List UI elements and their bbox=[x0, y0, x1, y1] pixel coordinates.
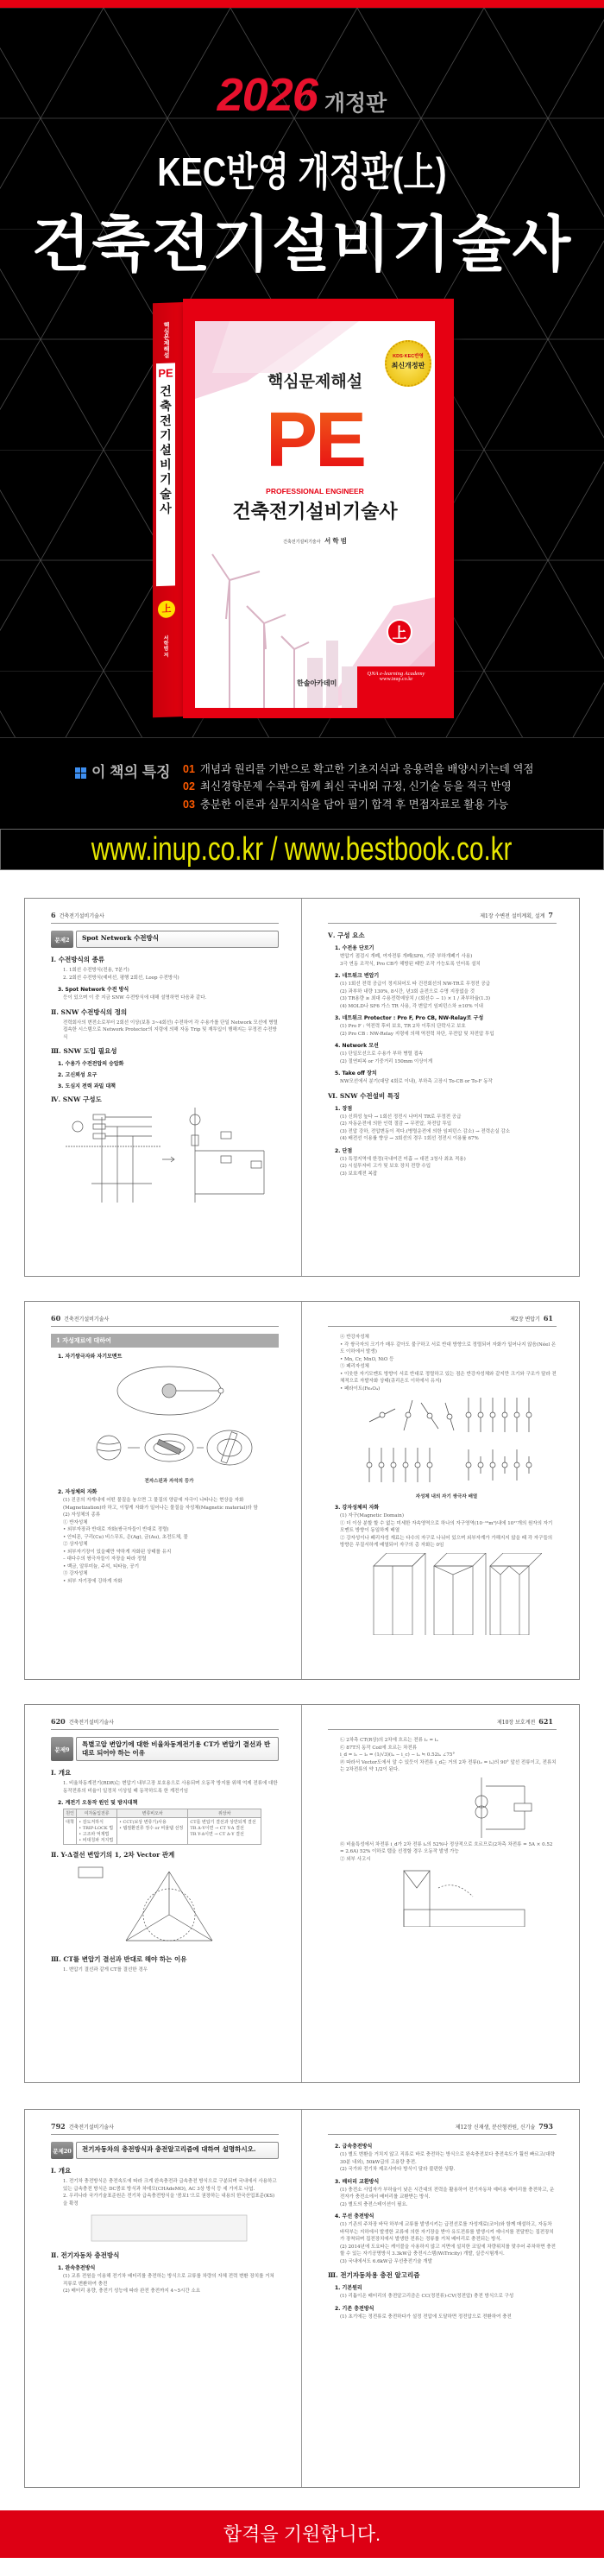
feature-item bbox=[183, 778, 512, 793]
vector-diagram bbox=[74, 1863, 264, 1949]
running-title: 건축전기설비기술사 bbox=[64, 1316, 110, 1323]
body-text: ㉤ 비율특성에서 차전류 i_d가 2차 전류 i₂의 52%나 정상적으로 흐르므로(2차측 차전류 = 5A × 0.52 = 2.6A) 52% 이하로 탭을 선정할 경우 오동작 발생 가능 bbox=[340, 1841, 553, 1854]
header-rule bbox=[51, 1326, 279, 1327]
header-rule bbox=[51, 1729, 279, 1730]
header-rule bbox=[328, 1326, 557, 1327]
grid-icon bbox=[75, 767, 86, 779]
body-text: 2. 우리나라 국가기술표준원은 전기차 급속충전방식을 '콤보1'으로 권장하는 내용의 한국산업표준(KS)을 확정 bbox=[63, 2194, 275, 2207]
subsection-heading: 2. 자성체의 자화 bbox=[58, 1489, 98, 1495]
body-text: ② 강자성이나 페리자성 재료는 다수의 자구로 나뉘어 있으며 외부자계가 가해지지 않을 때 각 자구들의 방향은 무질서하게 배열되어 자구의 총 자화는 0임 bbox=[340, 1535, 553, 1548]
body-text: (2) 별도의 충전스테이션이 필요. bbox=[340, 2201, 408, 2207]
spine-logo: PE bbox=[158, 366, 173, 381]
running-title: 건축전기설비기술사 bbox=[68, 1720, 114, 1726]
top-red-bar bbox=[0, 0, 604, 8]
problem-title: 특별고압 변압기에 대한 비율차동계전기용 CT가 변압기 결선과 반대로 되어야 하는 이유 bbox=[76, 1737, 279, 1761]
seal-bottom-text: 최신개정판 bbox=[391, 362, 425, 369]
body-text: 1. 변압기 결선과 같게 CT를 결선한 경우 bbox=[63, 1967, 148, 1973]
running-title: 제1장 수변전 설비계획, 설계 bbox=[480, 913, 545, 919]
page-spread bbox=[24, 898, 580, 1277]
section-heading: Ⅱ. SNW 수전방식의 정의 bbox=[51, 1007, 128, 1016]
spine-author: 서학범 저 bbox=[162, 635, 167, 658]
subsection-heading: 2. 계전기 오동작 원인 및 방지대책 bbox=[58, 1800, 138, 1806]
header-rule bbox=[328, 923, 557, 924]
seal-top-text: KDS·KEC반영 bbox=[393, 354, 424, 359]
cover-panel bbox=[195, 321, 435, 708]
header-rule bbox=[51, 923, 279, 924]
page-spread bbox=[24, 2109, 580, 2488]
running-title: 건축전기설비기술사 bbox=[68, 2125, 114, 2131]
book-page-right bbox=[302, 1705, 579, 2082]
running-title: 제12장 신재생, 분산형전원, 신기술 bbox=[455, 2125, 536, 2131]
subsection-heading: 3. Spot Network 수전 방식 bbox=[58, 987, 129, 993]
cover-logo-subtitle: PROFESSIONAL ENGINEER bbox=[266, 487, 364, 496]
cover-publisher: 한솔아카데미 bbox=[297, 679, 337, 687]
coil-diagram bbox=[352, 1777, 542, 1838]
body-text: – 대다수의 쌍극자들이 자장을 따라 정렬 bbox=[63, 1556, 147, 1562]
page-number: 793 bbox=[538, 2122, 553, 2131]
book-page-left bbox=[25, 1302, 302, 1679]
table-header-row bbox=[64, 1809, 261, 1818]
feature-text: 개념과 원리를 기반으로 확고한 기초지식과 응용력을 배양시키는데 역점 bbox=[199, 763, 534, 775]
body-text: (1) 리튬이온 배터리의 충전알고리즘은 CC(정전류)-CV(정전압) 충전 방식으로 구성 bbox=[340, 2294, 514, 2299]
body-text: (2) 시설투자비 고가 및 보호 장치 전량 수입 bbox=[340, 1164, 431, 1169]
hero-title: 건축전기설비기술사 bbox=[31, 211, 573, 278]
figure-atom bbox=[60, 1363, 279, 1484]
section-heading: Ⅲ. 전기자동차용 충전 알고리즘 bbox=[328, 2271, 420, 2279]
page-number: 61 bbox=[543, 1314, 553, 1323]
figure-fault bbox=[337, 1866, 557, 1927]
section-heading: Ⅰ. 개요 bbox=[51, 2167, 72, 2175]
body-text: (3) 보호계전 복잡 bbox=[340, 1171, 378, 1177]
page-number: 60 bbox=[51, 1314, 61, 1323]
body-text: 1. 전기차 충전방식은 충전속도에 따라 크게 완속충전과 급속충전 방식으로 구분되며 국내에서 사용하고 있는 급속충전 방식은 DC콤보 방식과 차데모(CHAdeMO), AC 3상 방식 등 세 가지로 나뉨. bbox=[63, 2179, 277, 2192]
dipoles-diagram bbox=[352, 1396, 542, 1491]
problem-header bbox=[51, 931, 279, 948]
edition-heading bbox=[0, 68, 604, 122]
table-header-cell: 여자돌입전류 bbox=[77, 1809, 117, 1818]
body-text: 1. 비율차동계전기(RDR)는 변압기 내부고장 보호용으로 사용되며 오동작 방지를 위해 억제 전류에 대한 동작전류의 비율이 일정치 이상일 때 동작하도록 한 계전기임 bbox=[63, 1781, 278, 1794]
problem-header bbox=[51, 1737, 279, 1761]
feature-number: 01 bbox=[183, 763, 195, 775]
countermeasure-table bbox=[63, 1809, 261, 1845]
figure-caption: 자성체 내의 자기 쌍극자 배열 bbox=[415, 1494, 478, 1500]
subsection-heading: 4. Network 모선 bbox=[335, 1043, 379, 1049]
cover-logo: PE bbox=[195, 395, 435, 485]
body-text: ③ 강자성체 bbox=[63, 1571, 88, 1576]
body-text: ④ 반강자성체 bbox=[340, 1335, 369, 1340]
figure-dipoles bbox=[337, 1396, 557, 1500]
body-text: (4) MOLD나 SF6 가스 TR 사용, 각 변압기 임피던스차 ±10% 이내 bbox=[340, 1003, 483, 1009]
body-text: (2) 2014년에 도요타는 케이블을 사용하지 않고 지면에 설치한 코일에 차량위치를 맞추어 주차하면 충전할 수 있는 자기공명방식 3.3kW급 충전시스템(WiTricity) 개발, 실증시험개시. bbox=[340, 2244, 556, 2257]
body-text: (2) 과부하 내량 130%, 8시간, 년3회 운전으로 수명 지장없을 것 bbox=[340, 988, 475, 994]
subsection-heading: 2. 기존 충전방식 bbox=[335, 2305, 374, 2312]
problem-number: 문제2 bbox=[51, 931, 73, 948]
table-header-cell: 원인 bbox=[64, 1809, 77, 1818]
table-cell: 대책 bbox=[64, 1818, 77, 1845]
body-text: (1) 교류 전원을 이용해 전기차 배터리를 충전하는 방식으로 교류를 차량의 자체 전력 변환 장치를 거쳐 직류로 변환하여 충전 bbox=[63, 2274, 274, 2287]
book-page-left bbox=[25, 1705, 302, 2082]
body-text: (1) 진공의 자계내에 어떤 물질을 놓으면 그 물질의 양끝에 자극이 나타나는 현상을 자화(Magnetization)라 하고, 이렇게 자화가 일어나는 물질을 자성체(Magnetic material)라 함 bbox=[63, 1498, 258, 1511]
body-text: (3) 국내에서도 6.6kW급 무선충전기술 개발 bbox=[340, 2258, 432, 2264]
snw-diagram bbox=[66, 1108, 273, 1203]
book-page-right bbox=[302, 2110, 579, 2487]
fault-diagram bbox=[352, 1866, 542, 1927]
body-text: (4) 배전선 이용률 향상 → 3회선의 경우 1회선 정전시 이용률 67% bbox=[340, 1136, 479, 1141]
atom-diagram bbox=[74, 1363, 264, 1475]
subsection-heading: 3. 배터리 교환방식 bbox=[335, 2178, 380, 2185]
body-text: (2) 국가와 전기차 제조사마다 방식이 달라 불편한 상황. bbox=[340, 2167, 456, 2172]
page-number: 621 bbox=[538, 1717, 553, 1726]
running-title: 건축전기설비기술사 bbox=[59, 913, 104, 919]
body-text: (3) 전압 강하, 전압변동이 적다.(병렬운전에 의한 임피던스 감소) → 전력손실 감소 bbox=[340, 1128, 511, 1134]
subsection-heading: 2. 고신뢰성 요구 bbox=[58, 1072, 98, 1078]
body-text: • 각 쌍극자의 크기가 매우 같아도 불구하고 서로 반대 방향으로 정렬되어 자화가 일어나지 않음(Néel 온도 이하에서 발생) bbox=[340, 1342, 557, 1354]
running-header bbox=[328, 2122, 557, 2134]
body-text: 전력회사의 변전소로부터 2회선 이상(보통 3~4회선) 수전하여 각 수용가를 단일 Network 모선에 병렬접속한 시스템으로 Network Protector의 지령에 의해 자동 Trip 및 재투입이 행해지는 무정전 수전방식 bbox=[63, 1020, 278, 1040]
domains-diagram bbox=[352, 1553, 542, 1635]
page-number: 792 bbox=[51, 2122, 66, 2131]
website-urls[interactable]: www.inup.co.kr / www.bestbook.co.kr bbox=[91, 831, 513, 868]
cover-volume-badge: 上 bbox=[387, 619, 412, 645]
subsection-heading: 3. 네트워크 Protector : Pro F, Pro CB, NW-Relay로 구성 bbox=[335, 1015, 484, 1021]
body-text: • 안티몬, 구리(Cu) 비스무트, 은(Ag), 금(Au), 초전도체, 물 bbox=[63, 1534, 188, 1540]
body-text: (1) 단일모선으로 수용가 부하 병렬 접속 bbox=[340, 1051, 424, 1057]
body-text: ② 외부 사고시 bbox=[340, 1856, 371, 1862]
book-spine bbox=[153, 302, 184, 717]
cover-academy-url: www.inup.co.kr bbox=[379, 677, 413, 682]
body-text: ㉢ 87T의 동작 Coil에 흐르는 차전류 bbox=[340, 1745, 418, 1751]
figure-caption: 전자스핀과 자석의 등가 bbox=[144, 1479, 194, 1484]
cover-author-line bbox=[195, 536, 435, 546]
feature-number: 02 bbox=[183, 780, 195, 792]
body-text: NW모선에서 분기(대당 4회로 이내), 부하측 고장시 To-CB or To-F 동작 bbox=[340, 1079, 493, 1084]
section-heading: Ⅲ. SNW 도입 필요성 bbox=[51, 1047, 117, 1055]
figure-snw bbox=[60, 1108, 279, 1203]
cover-academy: QNA e-learning Academy bbox=[367, 671, 425, 677]
running-header bbox=[51, 2122, 279, 2134]
book-page-right bbox=[302, 899, 579, 1276]
features-heading bbox=[75, 760, 171, 781]
subsection-heading: 2. 네트워크 변압기 bbox=[335, 973, 380, 979]
page-spread bbox=[24, 1704, 580, 2083]
body-text: • Mn, Cr, MnO, NiO 등 bbox=[340, 1356, 394, 1362]
spine-volume-badge: 上 bbox=[158, 600, 175, 618]
subsection-heading: 1. 완속충전방식 bbox=[58, 2265, 96, 2271]
body-text: 3극 연동 조작식, Pro CB가 해방된 때만 조작 가능토록 인터록 설치 bbox=[340, 961, 481, 967]
body-text: (1) 신뢰성 높다 → 1회선 정전시 나머지 TR로 무정전 공급 bbox=[340, 1114, 462, 1120]
feature-text: 충분한 이론과 실무지식을 담아 필기 합격 후 면접자료로 활용 가능 bbox=[199, 799, 509, 811]
subsection-heading: 2. 급속충전방식 bbox=[335, 2144, 373, 2150]
body-text: ① 더 이상 분할 할 수 없는 미세한 자속영역으로 하나의 자구영역(10⁻¹⁰m³)내에 10¹⁷개의 원자의 자기모멘트 방향이 동일하게 배열 bbox=[340, 1520, 553, 1533]
cover-academy-band bbox=[357, 666, 435, 708]
section-heading: Ⅵ. SNW 수전설비 특징 bbox=[328, 1091, 400, 1100]
figure-vector bbox=[60, 1863, 279, 1949]
page-number: 7 bbox=[548, 911, 553, 919]
body-text: (1) 초기에는 정전류로 충전하다가 설정 전압에 도달하면 정전압으로 전환하여 충전 bbox=[340, 2314, 512, 2320]
subsection-heading: 1. 수전용 단로기 bbox=[335, 945, 374, 951]
subsection-heading: 4. 무선 충전방식 bbox=[335, 2213, 374, 2219]
body-text: • 페라이트(Fe₃O₄) bbox=[340, 1386, 381, 1392]
problem-number: 문제20 bbox=[51, 2142, 73, 2159]
table-header-cell: 변류비오차 bbox=[116, 1809, 187, 1818]
body-text: (1) Pro F : 역전력 후비 보호, TR 2차 이후의 단락사고 보호 bbox=[340, 1024, 466, 1029]
edition-year: 2026 bbox=[217, 69, 318, 121]
spine-series: 핵심문제해설 bbox=[163, 321, 169, 358]
running-header bbox=[328, 1717, 557, 1729]
body-text: (2) 자동운전에 의한 인력 절감 → 무전압, 차전압 투입 bbox=[340, 1121, 452, 1127]
table-cell: CT를 변압기 결선과 상반되게 결선 TR Δ-Y이면 → CT Y-Δ 결선 TR Y-Δ이면 → CT Δ-Y 결선 bbox=[188, 1818, 261, 1845]
body-text: (1) 1회선 전력 공급이 정지되어도 타 건전회선의 NW-TR로 무정전 공급 bbox=[340, 982, 491, 987]
footer-message: 합격을 기원합니다. bbox=[223, 2523, 381, 2545]
body-text: ① 반자성체 bbox=[63, 1519, 88, 1525]
features-title: 이 책의 특징 bbox=[91, 764, 171, 780]
page-number: 6 bbox=[51, 911, 56, 919]
cover-title: 건축전기설비기술사 bbox=[232, 501, 398, 522]
running-header bbox=[328, 911, 557, 923]
body-text: 2. 2회선 수전방식(예비선, 평행 2회선, Loop 수전방식) bbox=[63, 975, 179, 981]
body-text: • 외부 자기장에 강하게 자화 bbox=[63, 1578, 123, 1584]
section-heading: Ⅲ. CT를 변압기 결선과 반대로 해야 하는 이유 bbox=[51, 1955, 187, 1963]
section-bar: 1 자성재료에 대하여 bbox=[51, 1334, 279, 1348]
body-text: (1) 충전소 사업자가 부하율이 낮은 시간대의 전력을 활용하여 전기자동차 예비용 배터리를 충전하고, 운전자가 충전소에서 배터리를 교환받는 방식. bbox=[340, 2187, 555, 2200]
body-text: ㉣ 따라서 Vector도에서 알 수 있듯이 차전류 i_d는 거의 2차 전류(i₂ = iₐ)의 90° 앞선 전류이고, 전류치는 2차전류의 약 1/2이 된다. bbox=[340, 1759, 557, 1772]
section-heading: Ⅱ. Y-Δ결선 변압기의 1, 2차 Vector 관계 bbox=[51, 1851, 175, 1859]
running-header bbox=[51, 911, 279, 923]
feature-item bbox=[183, 761, 533, 776]
subsection-heading: 3. 강자성체의 자화 bbox=[335, 1505, 380, 1511]
running-title: 제2장 변압기 bbox=[510, 1316, 540, 1323]
book-page-left bbox=[25, 899, 302, 1276]
footer-banner bbox=[0, 2510, 604, 2558]
section-heading: Ⅴ. 구성 요소 bbox=[328, 931, 365, 939]
body-text: i_d = i₁ − i₂ = (1/√3)(iₐ − i_c) − iₐ ≒ 0.52iₐ ∠75° bbox=[340, 1752, 456, 1758]
body-text: • 백금, 알루미늄, 주석, 티타늄, 공기 bbox=[63, 1563, 140, 1569]
body-text: (2) Pro CB : NW-Relay 지령에 의해 역전력 차단, 무전압 및 차전압 투입 bbox=[340, 1031, 494, 1037]
section-heading: Ⅰ. 개요 bbox=[51, 1769, 72, 1777]
subsection-heading: 1. 수용가 수전전압의 승압화 bbox=[58, 1061, 124, 1067]
body-text: (2) 자성체의 종류 bbox=[63, 1512, 101, 1518]
body-text: ㉡ 2차측 CT(R상)의 2차에 흐르는 전류 i₂ = iₐ bbox=[340, 1738, 438, 1743]
spine-label-box bbox=[156, 363, 175, 586]
problem-header bbox=[51, 2142, 279, 2159]
feature-item bbox=[183, 796, 508, 811]
edition-label: 개정판 bbox=[324, 92, 387, 116]
body-text: (3) TR용량 ≥ 최대 수용전력예상치 / (회선수 − 1) × 1 / 과부하율(1.3) bbox=[340, 996, 491, 1001]
subsection-heading: 2. 단점 bbox=[335, 1147, 353, 1154]
problem-number: 문제9 bbox=[51, 1737, 73, 1761]
table-row bbox=[64, 1818, 261, 1845]
running-header bbox=[51, 1314, 279, 1326]
body-text: (1) 별도 변환을 거치지 않고 직류로 바로 충전하는 방식으로 완속충전보다 충전속도가 훨씬 빠르고(대략 30분 내외), 50kW급의 고용량 충전. bbox=[340, 2152, 555, 2165]
feature-text: 최신경향문제 수록과 함께 최신 국내외 규정, 신기술 등을 적극 반영 bbox=[199, 780, 512, 792]
figure-coil bbox=[337, 1777, 557, 1838]
subsection-heading: 1. 장점 bbox=[335, 1105, 353, 1112]
spine-title: 건축전기설비기술사 bbox=[159, 384, 173, 518]
header-rule bbox=[328, 2134, 557, 2135]
book-page-left bbox=[25, 2110, 302, 2487]
cover-series: 핵심문제해설 bbox=[267, 373, 363, 391]
ev-diagram bbox=[74, 2211, 264, 2245]
problem-title: Spot Network 수전방식 bbox=[76, 931, 279, 948]
section-heading: Ⅱ. 전기자동차 충전방식 bbox=[51, 2251, 120, 2259]
body-text: ② 상자성체 bbox=[63, 1542, 88, 1547]
subsection-heading: 1. 자기쌍극자와 자기모멘트 bbox=[58, 1354, 123, 1360]
body-text: 등이 있으며 이 중 지금 SNW 수전방식에 대해 설명하면 다음과 같다. bbox=[63, 995, 207, 1001]
body-text: • 외부자장과 반대로 자화(쌍극자들이 반대로 정렬) bbox=[63, 1527, 169, 1532]
body-text: 1. 1회선 수전방식(전용, T분기) bbox=[63, 968, 129, 973]
header-rule bbox=[328, 1729, 557, 1730]
page-number: 620 bbox=[51, 1717, 66, 1726]
body-text: • 이웃한 자기모멘트 방향이 서로 반대로 정렬하고 있는 점은 반강자성체와 같지만 크기와 구조가 달라 전체적으로 자발자화 상태(큐리온도 이하에서 유지) bbox=[340, 1371, 557, 1384]
cover-author-role: 건축전기설비기술사 bbox=[283, 540, 321, 545]
website-banner bbox=[0, 829, 604, 870]
subsection-heading: 5. Take off 장치 bbox=[335, 1070, 377, 1076]
page-spread bbox=[24, 1301, 580, 1680]
feature-number: 03 bbox=[183, 799, 195, 811]
book-front-cover bbox=[183, 299, 454, 718]
body-text: ⑤ 페리자성체 bbox=[340, 1364, 369, 1369]
figure-ev bbox=[60, 2211, 279, 2245]
problem-title: 전기자동차의 충전방식과 충전알고리즘에 대하여 설명하시오. bbox=[76, 2142, 279, 2159]
hero-banner bbox=[0, 8, 604, 738]
body-text: (1) 특정지역에 한정(국내여건 미흡 → 대전 3청사 최초 적용) bbox=[340, 1156, 466, 1162]
hero-subtitle: KEC반영 개정판(上) bbox=[157, 149, 447, 194]
subsection-heading: 3. 도심지 전력 과밀 대책 bbox=[58, 1083, 116, 1089]
book-page-right bbox=[302, 1302, 579, 1679]
figure-domains bbox=[337, 1553, 557, 1635]
table-header-cell: 위상차 bbox=[188, 1809, 261, 1818]
body-text: 변압기 점검시 개폐, 여자전류 개폐(SF6, 기중 부하개폐기 사용) bbox=[340, 954, 473, 959]
section-heading: Ⅰ. 수전방식의 종류 bbox=[51, 956, 105, 963]
running-header bbox=[328, 1314, 557, 1326]
running-header bbox=[51, 1717, 279, 1729]
header-rule bbox=[51, 2134, 279, 2135]
body-text: (2) 절연피복 or 기중거리 150mm 이상이게 bbox=[340, 1058, 433, 1064]
table-cell: • 감도저하식 • TRIP-LOCK 법 • 고조파 억제법 • 비대칭파 저지법 bbox=[77, 1818, 117, 1845]
subsection-heading: 1. 기본원리 bbox=[335, 2285, 362, 2291]
section-heading: Ⅳ. SNW 구성도 bbox=[51, 1095, 102, 1103]
table-cell: • CCT(보상 변류기)사용 • 탭절환전류 정수 or 비율탭 선정 bbox=[116, 1818, 187, 1845]
body-text: (1) 기존의 주차장 바닥 하부에 교류를 발생시키는 급전선로를 자성재료(코어)와 함께 매설하고, 자동차 바닥부는 지하에서 발생한 교류에 의한 자기장을 받아 유도전류를 발생시켜 에너지를 전달받는 집전장치가 장착되며 집전장치에서 발생한 전류는 정류를 거쳐 배터리로 충전되는 방식. bbox=[340, 2222, 554, 2242]
running-title: 제10장 보호계전 bbox=[496, 1720, 536, 1726]
body-text: (1) 자구(Magnetic Domain) bbox=[340, 1513, 404, 1518]
cover-author: 서 학 범 bbox=[324, 537, 347, 545]
body-text: • 외부자기장이 있을때만 약하게 자화된 상태를 유지 bbox=[63, 1549, 172, 1555]
body-text: (2) 배터리 용량, 충전기 성능에 따라 완전 충전까지 4~5시간 소요 bbox=[63, 2289, 201, 2294]
